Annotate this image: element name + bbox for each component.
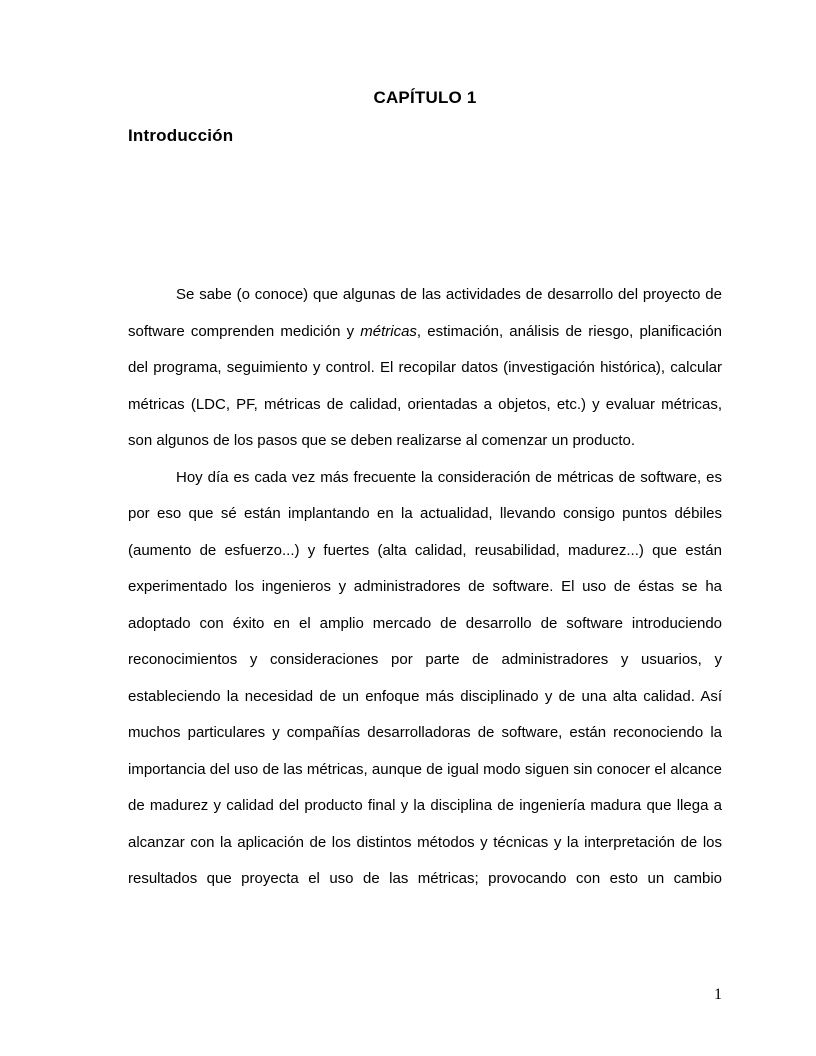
section-heading: Introducción [128, 126, 234, 145]
body-text [128, 277, 722, 934]
page-number: 1 [714, 986, 722, 1003]
paragraph-2: Hoy día es cada vez más frecuente la consideración de métricas de software, es por eso que sé están implantando en la actualidad, llevando consigo puntos débiles (aumento de esfuerzo...) y fuertes (alta calidad, reusabilidad, madurez...) que están experimentado los ingenieros y administradores de software. El uso de éstas se ha adoptado con éxito en el amplio mercado de desarrollo de software introduciendo reconocimientos y consideraciones por parte de administradores y usuarios, y estableciendo la necesidad de un enfoque más disciplinado y de una alta calidad. Así muchos particulares y compañías desarrolladoras de software, están reconociendo la importancia del uso de las métricas, aunque de igual modo siguen sin conocer el alcance de madurez y calidad del producto final y la disciplina de ingeniería madura que llega a alcanzar con la aplicación de los distintos métodos y técnicas y la interpretación de los resultados que proyecta el uso de las métricas; provocando con esto un cambio [128, 468, 722, 887]
paragraph-1: Se sabe (o conoce) que algunas de las actividades de desarrollo del proyecto de software comprenden medición y métricas, estimación, análisis de riesgo, planificación del programa, seguimiento y control. El recopilar datos (investigación histórica), calcular métricas (LDC, PF, métricas de calidad, orientadas a objetos, etc.) y evaluar métricas, son algunos de los pasos que se deben realizarse al comenzar un producto. [128, 286, 723, 449]
emphasized-term: métricas [360, 322, 417, 340]
chapter-heading: CAPÍTULO 1 [373, 88, 477, 107]
